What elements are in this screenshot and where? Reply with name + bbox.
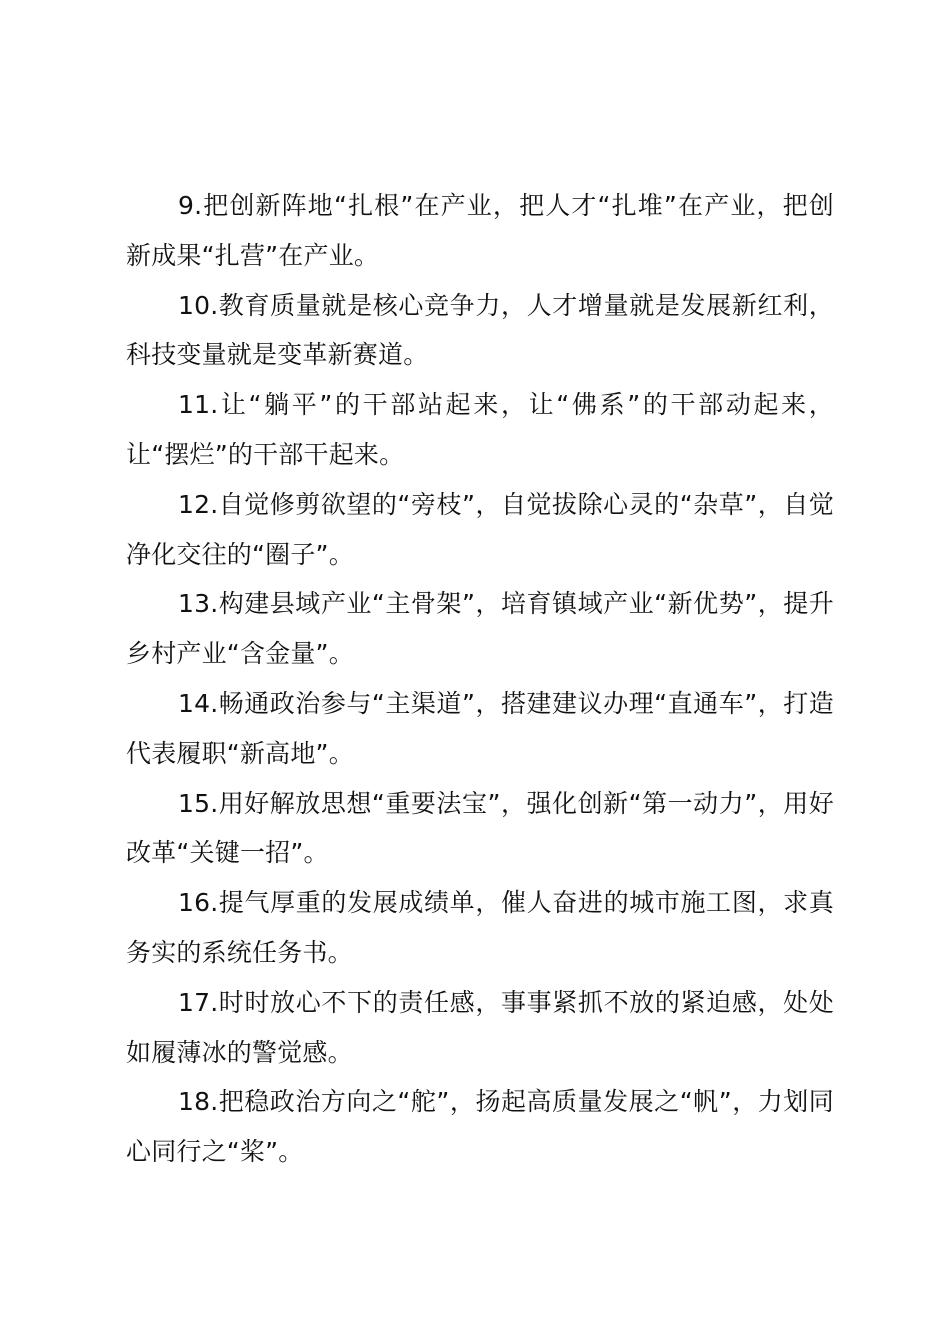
document-body [126,181,834,1177]
paragraph-13: 13.构建县域产业“主骨架”，培育镇域产业“新优势”，提升乡村产业“含金量”。 [126,589,834,669]
paragraph-15: 15.用好解放思想“重要法宝”，强化创新“第一动力”，用好改革“关键一招”。 [126,788,834,868]
paragraph-10: 10.教育质量就是核心竞争力，人才增量就是发展新红利，科技变量就是变革新赛道。 [126,290,834,370]
paragraph-17: 17.时时放心不下的责任感，事事紧抓不放的紧迫感，处处如履薄冰的警觉感。 [126,987,834,1067]
paragraph-12: 12.自觉修剪欲望的“旁枝”，自觉拔除心灵的“杂草”，自觉净化交往的“圈子”。 [126,489,834,569]
paragraph-16: 16.提气厚重的发展成绩单，催人奋进的城市施工图，求真务实的系统任务书。 [126,888,834,967]
paragraph-14: 14.畅通政治参与“主渠道”，搭建建议办理“直通车”，打造代表履职“新高地”。 [126,688,834,768]
paragraph-11: 11.让“躺平”的干部站起来，让“佛系”的干部动起来，让“摆烂”的干部干起来。 [126,390,834,469]
paragraph-9: 9.把创新阵地“扎根”在产业，把人才“扎堆”在产业，把创新成果“扎营”在产业。 [126,191,834,270]
paragraph-18: 18.把稳政治方向之“舵”，扬起高质量发展之“帆”，力划同心同行之“桨”。 [126,1087,834,1167]
